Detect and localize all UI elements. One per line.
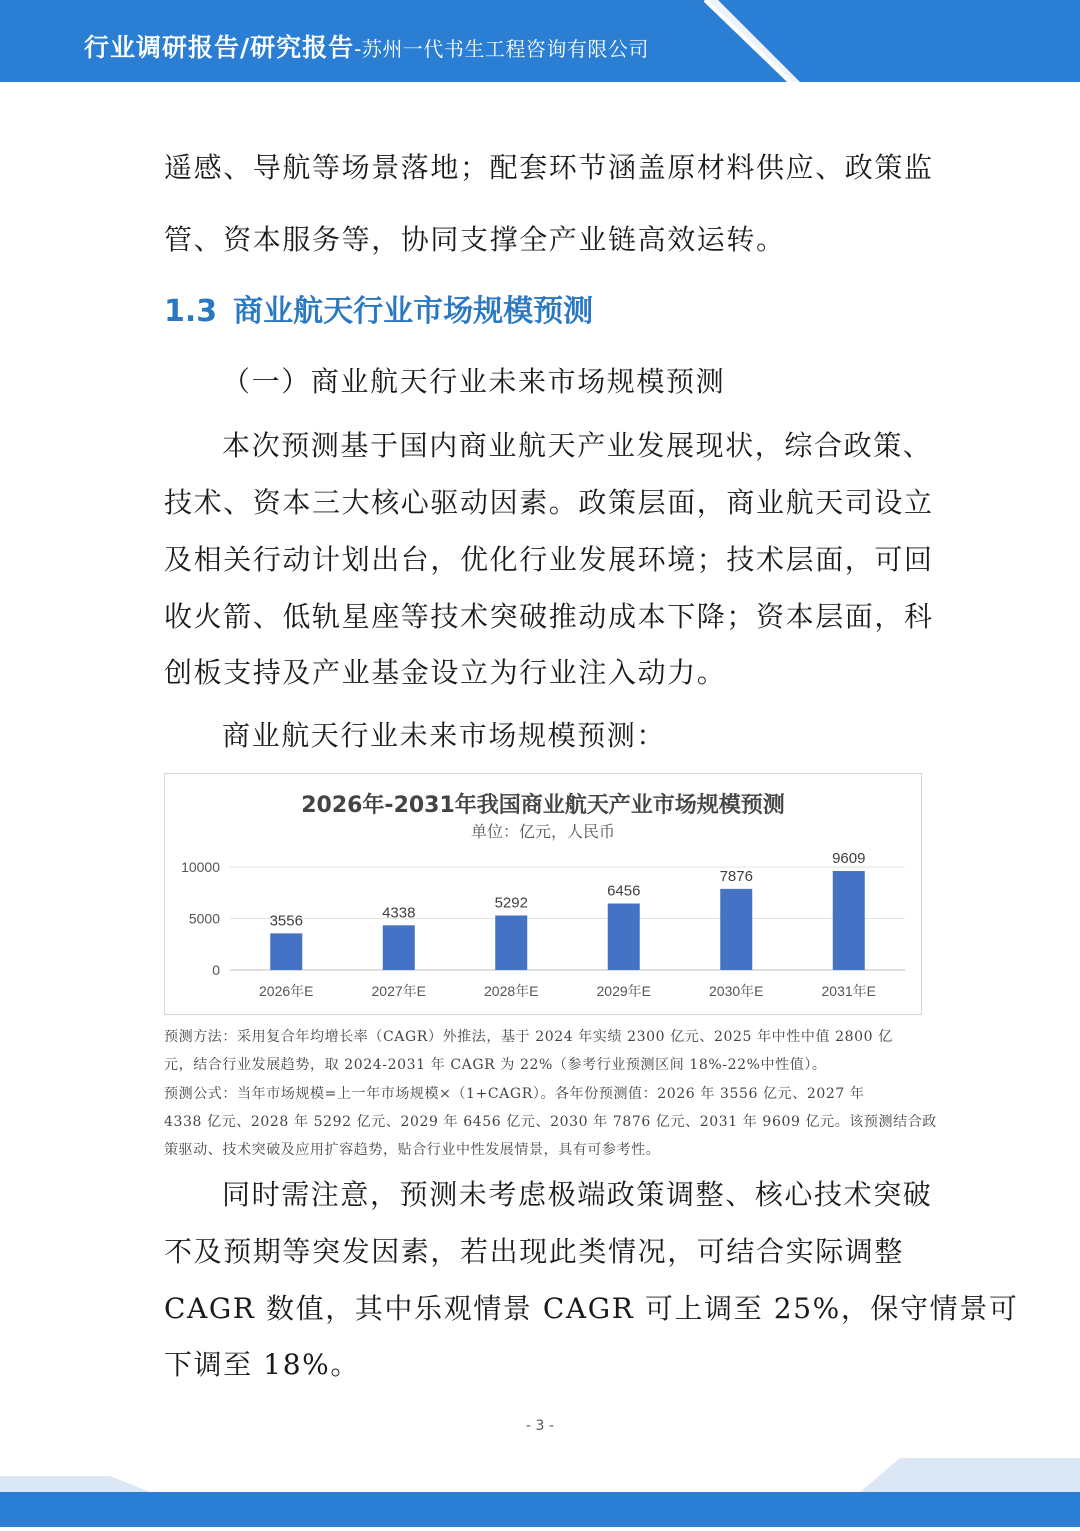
basis-line-5: 创板支持及产业基金设立为行业注入动力。 [164, 656, 727, 689]
chart-title: 2026年-2031年我国商业航天产业市场规模预测 [301, 793, 785, 818]
method-note-line-5: 策驱动、技术突破及应用扩容趋势，贴合行业中性发展情景，具有可参考性。 [164, 1142, 661, 1158]
subsection-heading: （一）商业航天行业未来市场规模预测 [222, 365, 726, 398]
section-number: 1.3 [164, 294, 218, 329]
data-label: 5292 [494, 894, 528, 912]
intro-line-1: 遥感、导航等场景落地；配套环节涵盖原材料供应、政策监 [164, 151, 934, 184]
method-note-line-4: 4338 亿元、2028 年 5292 亿元、2029 年 6456 亿元、2030 年 7876 亿元、2031 年 9609 亿元。该预测结合政 [164, 1114, 937, 1130]
data-label: 6456 [607, 882, 641, 900]
footer-band [0, 1458, 1080, 1527]
method-note-line-3: 预测公式：当年市场规模=上一年市场规模×（1+CAGR）。各年份预测值：2026 年 3556 亿元、2027 年 [164, 1086, 865, 1102]
bar-2029年E [608, 904, 640, 970]
chart-subtitle: 单位：亿元，人民币 [470, 822, 615, 841]
basis-line-3: 及相关行动计划出台，优化行业发展环境；技术层面，可回 [164, 543, 934, 576]
x-tick-label: 2030年E [709, 983, 764, 999]
caution-line-4: 下调至 18%。 [164, 1348, 360, 1381]
basis-line-1: 本次预测基于国内商业航天产业发展现状，综合政策、 [222, 429, 933, 462]
header-title-sub: -苏州一代书生工程咨询有限公司 [354, 37, 649, 61]
y-tick-label: 0 [212, 962, 220, 978]
data-label: 4338 [382, 904, 416, 922]
x-tick-label: 2028年E [484, 983, 539, 999]
x-tick-label: 2027年E [371, 983, 426, 999]
method-note-line-1: 预测方法：采用复合年均增长率（CAGR）外推法，基于 2024 年实绩 2300 亿元、2025 年中性中值 2800 亿 [164, 1029, 893, 1045]
market-size-chart [164, 773, 922, 1015]
method-note-line-2: 元，结合行业发展趋势，取 2024-2031 年 CAGR 为 22%（参考行业预测区间 18%-22%中性值）。 [164, 1057, 827, 1073]
bar-2026年E [270, 933, 302, 970]
intro-line-2: 管、资本服务等，协同支撑全产业链高效运转。 [164, 223, 786, 256]
chart-intro: 商业航天行业未来市场规模预测： [222, 719, 667, 752]
section-title: 商业航天行业市场规模预测 [233, 294, 594, 329]
basis-line-4: 收火箭、低轨星座等技术突破推动成本下降；资本层面，科 [164, 600, 934, 633]
x-tick-label: 2031年E [821, 983, 876, 999]
page-number: - 3 - [526, 1418, 554, 1434]
bar-2031年E [833, 871, 865, 970]
caution-line-3: CAGR 数值，其中乐观情景 CAGR 可上调至 25%，保守情景可 [164, 1292, 1019, 1325]
header-title-main: 行业调研报告/研究报告 [84, 33, 355, 62]
bar-2027年E [383, 925, 415, 970]
y-tick-label: 5000 [188, 910, 220, 927]
bar-2030年E [720, 889, 752, 970]
section-heading [164, 286, 593, 330]
page-header [0, 0, 1080, 82]
bar-2028年E [495, 915, 527, 970]
data-label: 7876 [719, 867, 753, 885]
x-tick-label: 2029年E [596, 983, 651, 999]
caution-line-1: 同时需注意，预测未考虑极端政策调整、核心技术突破 [222, 1178, 933, 1211]
basis-line-2: 技术、资本三大核心驱动因素。政策层面，商业航天司设立 [164, 486, 934, 519]
data-label: 3556 [269, 912, 303, 930]
page-footer [0, 1458, 1080, 1527]
data-label: 9609 [832, 850, 866, 868]
x-tick-label: 2026年E [259, 983, 314, 999]
y-tick-label: 10000 [181, 859, 220, 875]
caution-line-2: 不及预期等突发因素，若出现此类情况，可结合实际调整 [164, 1235, 905, 1268]
header-title [84, 28, 649, 68]
